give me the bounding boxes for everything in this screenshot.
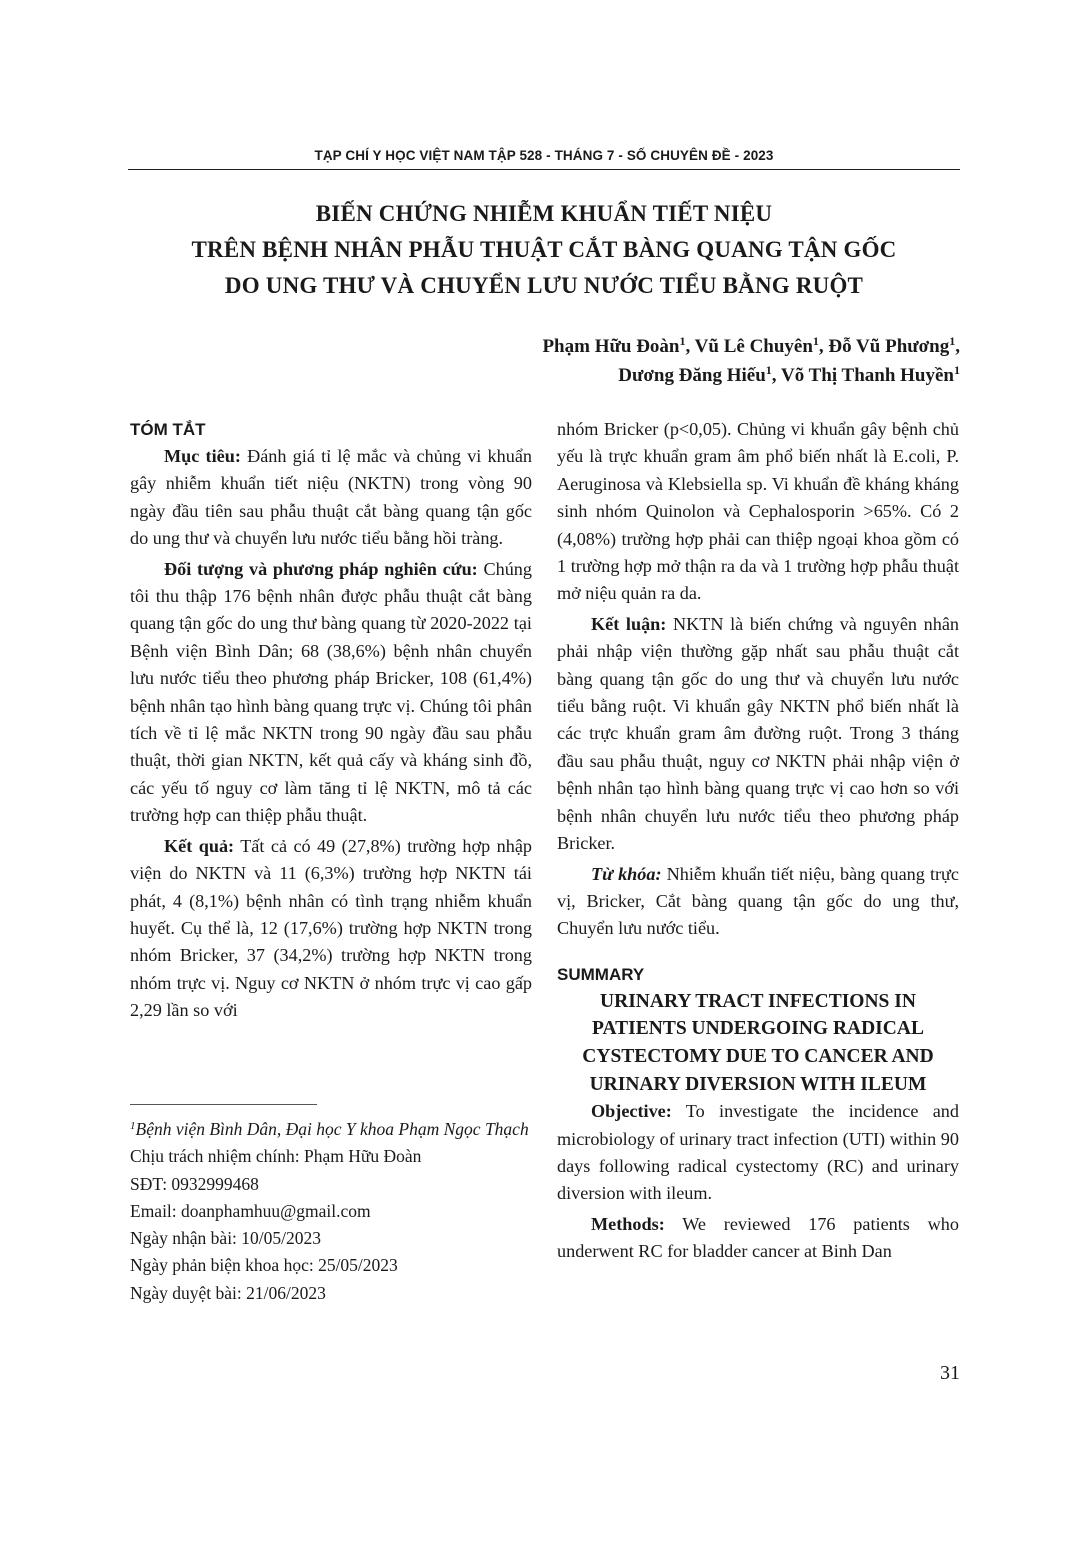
abstract-objective (130, 443, 532, 553)
author-line: Dương Đăng Hiếu$^1$, Võ Thị Thanh Huyền$^1$ (618, 363, 960, 386)
english-title (557, 988, 959, 1098)
footnote-rule (130, 1104, 317, 1105)
results-label: Kết quả: (164, 835, 235, 856)
objective-label-en: Objective: (591, 1101, 672, 1122)
title-line: TRÊN BỆNH NHÂN PHẪU THUẬT CẮT BÀNG QUANG TẬN GỐC (191, 237, 897, 262)
affiliation-mark: 1 (812, 334, 819, 348)
methods-label-en: Methods: (591, 1213, 665, 1234)
abstract-methods (130, 556, 532, 830)
title-line: BIẾN CHỨNG NHIỄM KHUẨN TIẾT NIỆU (315, 201, 773, 226)
author-name: Võ Thị Thanh Huyền (780, 365, 954, 386)
summary-methods (557, 1211, 959, 1266)
header-rule (128, 169, 960, 170)
methods-label: Đối tượng và phương pháp nghiên cứu: (164, 558, 478, 579)
results-text: Tất cả có 49 (27,8%) trường hợp nhập viện do NKTN và 11 (6,3%) trường hợp NKTN tái phát, 4 (8,1%) bệnh nhân có tình trạng nhiễm khuẩn huyết. Cụ thể là, 12 (17,6%) trường hợp NKTN trong nhóm Bricker, 37 (34,2%) trường hợp NKTN trong nhóm trực vị. Nguy cơ NKTN ở nhóm trực vị cao gấp 2,29 lần so với (130, 835, 532, 1021)
email-address: Email: doanphamhuu@gmail.com (130, 1200, 371, 1221)
english-title-line: PATIENTS UNDERGOING RADICAL (592, 1018, 924, 1040)
affiliation-mark: 1 (949, 334, 956, 348)
date-accepted: Ngày duyệt bài: 21/06/2023 (130, 1282, 326, 1303)
journal-header: TẠP CHÍ Y HỌC VIỆT NAM TẬP 528 - THÁNG 7 - SỐ CHUYÊN ĐỀ - 2023 (314, 148, 774, 163)
title-line: DO UNG THƯ VÀ CHUYỂN LƯU NƯỚC TIỂU BẰNG RUỘT (224, 273, 864, 298)
author-line: Phạm Hữu Đoàn$^1$, Vũ Lê Chuyên$^1$, Đỗ Vũ Phương$^1$, (542, 334, 960, 357)
english-title-line: URINARY TRACT INFECTIONS IN (600, 990, 916, 1012)
affiliation-mark: 1 (765, 363, 772, 377)
phone-number: SĐT: 0932999468 (130, 1173, 259, 1194)
section-heading-summary: SUMMARY (557, 964, 645, 984)
conclusion-text: NKTN là biến chứng và nguyên nhân phải nhập viện thường gặp nhất sau phẫu thuật cắt bàng quang tận gốc do ung thư và chuyển lưu nước tiểu bằng ruột. Vi khuẩn gây NKTN phổ biến nhất là các trực khuẩn gram âm đường ruột. Trong 3 tháng đầu sau phẫu thuật, nguy cơ NKTN phải nhập viện ở bệnh nhân tạo hình bàng quang trực vị cao hơn so với bệnh nhân chuyển lưu nước tiểu theo phương pháp Bricker. (557, 613, 959, 854)
author-name: Phạm Hữu Đoàn (542, 336, 680, 357)
objective-text-en: To investigate the incidence and microbiology of urinary tract infection (UTI) within 90 days following radical cystectomy (RC) and urinary diversion with ileum. (557, 1101, 959, 1204)
abstract-results (130, 833, 532, 1025)
conclusion-label: Kết luận: (591, 613, 667, 634)
responsible-author: Chịu trách nhiệm chính: Phạm Hữu Đoàn (130, 1146, 422, 1167)
abstract-conclusion (557, 611, 959, 858)
author-list (400, 332, 960, 390)
right-column (557, 416, 959, 1269)
english-title-line: CYSTECTOMY DUE TO CANCER AND (582, 1045, 934, 1067)
page-number: 31 (940, 1362, 960, 1384)
objective-text: Đánh giá tỉ lệ mắc và chủng vi khuẩn gây nhiễm khuẩn tiết niệu (NKTN) trong vòng 90 ngày đầu tiên sau phẫu thuật cắt bàng quang tận gốc do ung thư và chuyển lưu nước tiểu bằng hồi tràng. (130, 446, 532, 549)
keywords (557, 861, 959, 943)
methods-text-en: We reviewed 176 patients who underwent RC for bladder cancer at Binh Dan (557, 1213, 959, 1262)
english-title-line: URINARY DIVERSION WITH ILEUM (589, 1073, 927, 1095)
affiliation-mark: 1 (954, 363, 960, 377)
author-name: Dương Đăng Hiếu (618, 365, 766, 386)
summary-objective (557, 1098, 959, 1208)
author-name: Đỗ Vũ Phương (828, 336, 950, 357)
author-name: Vũ Lê Chuyên (694, 336, 813, 357)
article-title (128, 196, 960, 304)
keywords-text: Nhiễm khuẩn tiết niệu, bàng quang trực vị, Bricker, Cắt bàng quang tận gốc do ung thư, Chuyển lưu nước tiểu. (557, 863, 959, 939)
keywords-label: Từ khóa: (591, 863, 662, 884)
affiliation-note: $^1$Bệnh viện Bình Dân, Đại học Y khoa Phạm Ngọc Thạch (130, 1119, 529, 1139)
left-column (130, 416, 532, 1028)
methods-text: Chúng tôi thu thập 176 bệnh nhân được phẫu thuật cắt bàng quang tận gốc do ung thư bàng quang từ 2020-2022 tại Bệnh viện Bình Dân; 68 (38,6%) bệnh nhân chuyển lưu nước tiểu theo phương pháp Bricker, 108 (61,4%) bệnh nhân tạo hình bàng quang trực vị. Chúng tôi phân tích về tỉ lệ mắc NKTN trong 90 ngày đầu sau phẫu thuật, thời gian NKTN, kết quả cấy và kháng sinh đồ, các yếu tố nguy cơ làm tăng tỉ lệ NKTN, mô tả các trường hợp can thiệp phẫu thuật. (130, 558, 532, 826)
footnotes (130, 1116, 532, 1307)
abstract-results-continued: nhóm Bricker (p<0,05). Chủng vi khuẩn gây bệnh chủ yếu là trực khuẩn gram âm phổ biến nhất là E.coli, P. Aeruginosa và Klebsiella sp. Vi khuẩn đề kháng kháng sinh nhóm Quinolon và Cephalosporin >65%. Có 2 (4,08%) trường hợp phải can thiệp ngoại khoa gồm có 1 trường hợp mở thận ra da và 1 trường hợp phẫu thuật mở niệu quản ra da. (557, 419, 959, 604)
date-reviewed: Ngày phản biện khoa học: 25/05/2023 (130, 1255, 398, 1276)
section-heading-abstract: TÓM TẮT (130, 420, 206, 439)
objective-label: Mục tiêu: (164, 446, 241, 466)
affiliation-mark: 1 (679, 334, 686, 348)
date-received: Ngày nhận bài: 10/05/2023 (130, 1228, 322, 1249)
